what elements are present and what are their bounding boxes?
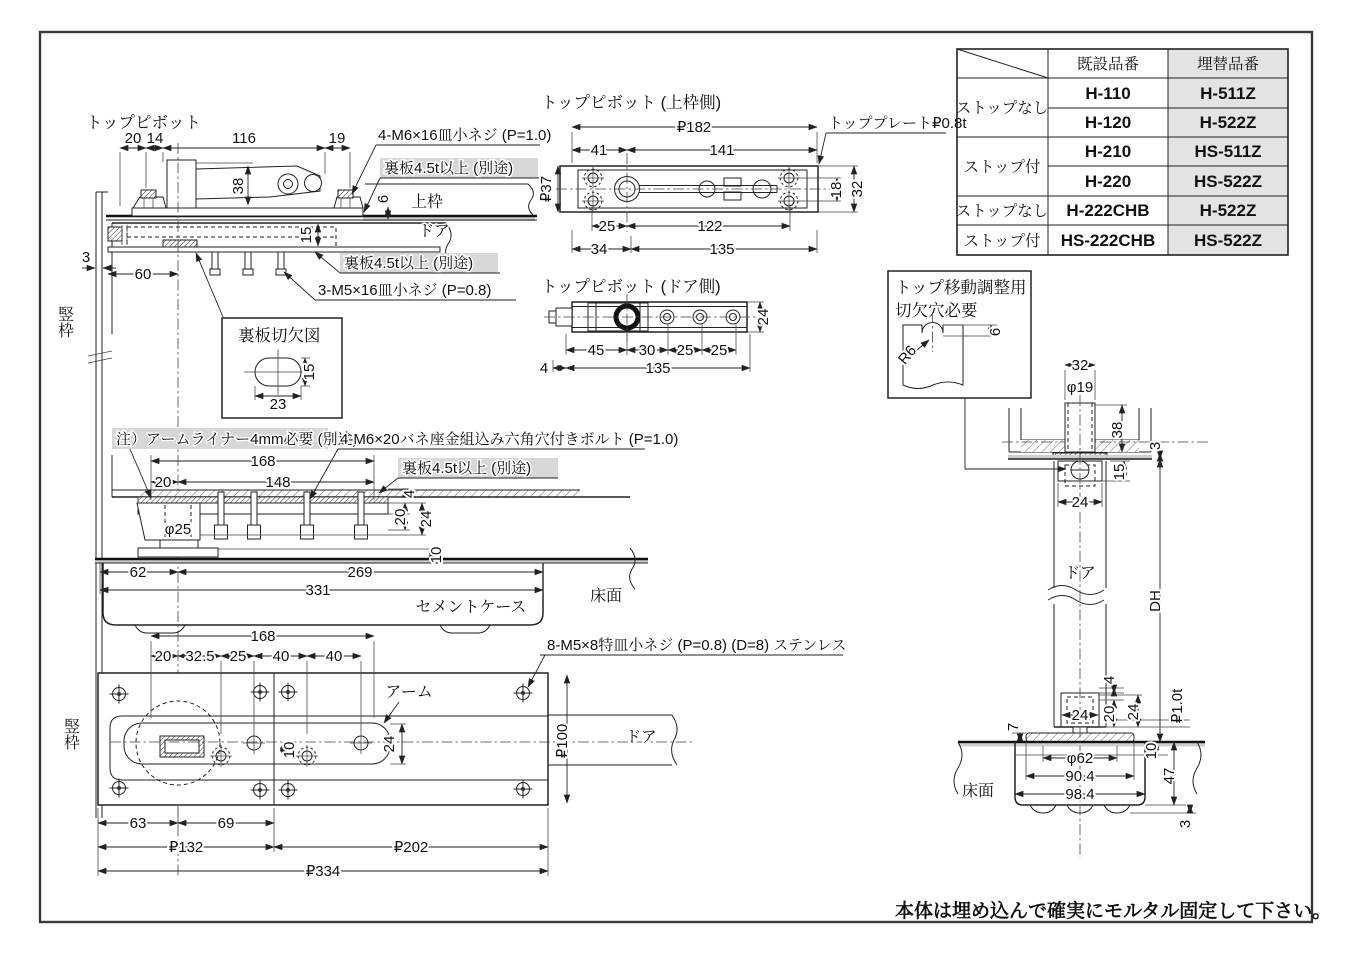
note-backplate-top: 裏板4.5t以上 (別途)	[384, 160, 514, 177]
dim: 40	[325, 648, 343, 665]
dim: 331	[305, 582, 331, 599]
note-screws-top: 4-M6×16皿小ネジ (P=1.0)	[378, 127, 552, 144]
note-arm-liner: 注）アームライナー4mm必要 (別途)	[116, 431, 358, 448]
dim: ₽1.0t	[1169, 688, 1186, 724]
dim: 148	[265, 474, 291, 491]
dim: 24	[418, 510, 435, 528]
dim: 141	[709, 142, 735, 159]
table-cell: H-222CHB	[1066, 201, 1150, 220]
cement-case-label: セメントケース	[415, 599, 527, 616]
dim: 10	[1143, 742, 1160, 760]
top-frame-label: 上枠	[410, 194, 444, 211]
dim: 10	[428, 546, 445, 564]
note-backplate-mid: 裏板4.5t以上 (別途)	[402, 460, 532, 477]
table-cell: H-522Z	[1199, 201, 1257, 220]
dim: 18	[828, 181, 845, 199]
dim: 45	[587, 342, 605, 359]
installation-note: 本体は埋め込んで確実にモルタル固定して下さい。	[895, 901, 1332, 922]
dim: 19	[328, 130, 346, 147]
dim: 20	[1101, 705, 1118, 723]
arm-liner	[138, 497, 388, 503]
dim: 69	[217, 815, 235, 832]
dim: 7	[1005, 722, 1022, 732]
dim: φ25	[164, 521, 192, 538]
dim: 20	[154, 474, 172, 491]
table-cell: H-210	[1084, 142, 1132, 161]
dim: 38	[1109, 421, 1126, 439]
table-group: ストップなし	[955, 203, 1049, 220]
dim: 32.5	[185, 648, 215, 665]
dim: 4	[1101, 675, 1118, 685]
dim: 24	[755, 308, 772, 326]
dim: 62	[129, 564, 147, 581]
table-cell: HS-222CHB	[1060, 231, 1156, 250]
note-top-plate: トッププレート₽0.8t	[828, 115, 967, 132]
dim: ₽182	[676, 119, 712, 136]
note-plate-screws: 8-M5×8特皿小ネジ (P=0.8) (D=8) ステンレス	[547, 637, 847, 654]
dim: 98.4	[1065, 786, 1095, 803]
table-cell: HS-522Z	[1193, 172, 1263, 191]
dim: 10	[281, 741, 298, 759]
dim: 6	[375, 194, 392, 204]
dim-dh: DH	[1147, 590, 1164, 612]
dim: 40	[272, 648, 290, 665]
notch-line2: 切欠穴必要	[895, 302, 978, 320]
dim: 30	[638, 342, 656, 359]
dim: 3	[1147, 441, 1164, 451]
dim: 15	[298, 226, 315, 244]
dim: 24	[381, 735, 398, 753]
dim: ₽132	[168, 839, 204, 856]
dim: 24	[1071, 494, 1089, 511]
dim: 38	[230, 177, 247, 195]
dim: ₽100	[554, 723, 571, 759]
dim: 4	[539, 360, 549, 377]
table-cell: H-120	[1084, 113, 1132, 132]
dim: 3	[1177, 819, 1194, 829]
dim: 25	[598, 218, 616, 235]
door-label-plan: ドア	[625, 729, 657, 746]
dim: 3	[81, 249, 91, 266]
top-pivot-base-plate	[132, 208, 363, 216]
dim: ₽37	[538, 175, 555, 203]
pivot-post	[167, 160, 196, 208]
table-cell: H-110	[1085, 84, 1131, 103]
dim: 41	[590, 142, 608, 159]
dim: ₽202	[393, 839, 429, 856]
frame-side-title: トップピボット (上枠側)	[541, 94, 722, 112]
table-header-replacement: 埋替品番	[1196, 56, 1260, 73]
dim: 47	[1161, 767, 1178, 785]
dim: 23	[269, 396, 287, 413]
floor-label: 床面	[589, 588, 623, 605]
dim: 116	[232, 130, 256, 147]
dim: 269	[347, 564, 373, 581]
notch-line1: トップ移動調整用	[895, 279, 1027, 297]
table-group: ストップ付	[963, 159, 1041, 176]
dim: 20	[392, 508, 409, 526]
table-header-existing: 既設品番	[1076, 56, 1140, 73]
arm-label: アーム	[385, 684, 433, 701]
dim: 14	[146, 130, 164, 147]
note-screws-bottom: 3-M5×16皿小ネジ (P=0.8)	[318, 282, 492, 299]
dim: 34	[590, 241, 608, 258]
dim: 15	[301, 363, 318, 381]
dim: 60	[134, 266, 152, 283]
dim: R6	[894, 342, 921, 368]
dim: 15	[1111, 463, 1128, 481]
table-group: ストップなし	[955, 100, 1049, 117]
table-group: ストップ付	[963, 233, 1041, 250]
table-cell: HS-511Z	[1194, 142, 1262, 161]
table-cell: H-511Z	[1200, 84, 1256, 103]
dim: 135	[645, 360, 671, 377]
floor-label-section: 床面	[961, 783, 995, 800]
dim: 24	[1125, 703, 1142, 721]
dim: 20	[154, 648, 172, 665]
dim: 4	[401, 489, 418, 499]
door-label-side: ドア	[418, 223, 450, 240]
dim: 168	[250, 453, 276, 470]
dim: 63	[129, 815, 147, 832]
dim: 24	[1071, 707, 1089, 724]
dim: 32	[849, 180, 866, 198]
dim: 90.4	[1065, 768, 1095, 785]
dim: ₽334	[305, 863, 341, 880]
door-side-title: トップピボット (ドア側)	[541, 278, 721, 296]
note-backplate-bottom: 裏板4.5t以上 (別途)	[344, 255, 474, 272]
jamb-label-side: 竪枠	[55, 306, 73, 338]
dim: φ62	[1066, 750, 1094, 767]
dim: 6	[987, 327, 1004, 337]
dim: 168	[250, 628, 276, 645]
dim: 122	[697, 218, 723, 235]
note-socket-bolts: 4-M6×20バネ座金組込み六角穴付きボルト (P=1.0)	[340, 431, 679, 448]
table-cell: H-220	[1084, 172, 1132, 191]
dim: 25	[710, 342, 728, 359]
dim: φ19	[1066, 379, 1094, 396]
dim: 135	[709, 241, 735, 258]
side-view-title: トップピボット	[86, 114, 202, 132]
cutout-title: 裏板切欠図	[238, 327, 321, 345]
dim: 32	[1071, 357, 1089, 374]
jamb-label-plan: 竪枠	[61, 718, 79, 750]
table-cell: HS-522Z	[1193, 231, 1263, 250]
dim: 25	[229, 648, 247, 665]
dim: 20	[124, 130, 142, 147]
table-cell: H-522Z	[1199, 113, 1257, 132]
dim: 25	[676, 342, 694, 359]
arm-liner-hatch	[163, 240, 197, 247]
door-label-section: ドア	[1064, 565, 1096, 582]
